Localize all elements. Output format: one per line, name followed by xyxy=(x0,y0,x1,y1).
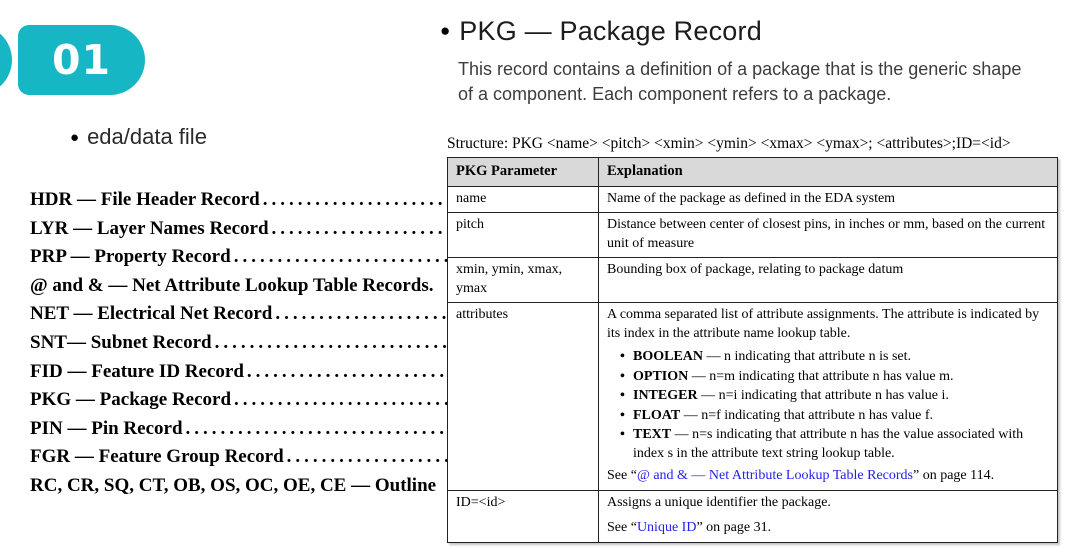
record-list-item xyxy=(30,186,449,215)
dot-leader xyxy=(215,329,449,358)
attribute-type-list xyxy=(607,348,1049,463)
param-cell: xmin, ymin, xmax, ymax xyxy=(448,258,599,303)
see-prefix: See “ xyxy=(607,468,637,483)
dot-leader xyxy=(186,415,449,444)
dot-leader xyxy=(287,443,449,472)
explanation-cell: Distance between center of closest pins, in inches or mm, based on the current unit of measure xyxy=(599,213,1058,258)
attribute-term: FLOAT xyxy=(633,407,681,423)
left-section-title-label: eda/data file xyxy=(87,124,207,149)
column-header-explanation: Explanation xyxy=(599,158,1058,187)
record-label: @ and & — Net Attribute Lookup Table Records. xyxy=(30,274,434,296)
record-label: SNT— Subnet Record xyxy=(30,331,212,353)
bullet-icon: ● xyxy=(440,21,451,40)
unique-id-link[interactable]: Unique ID xyxy=(636,520,697,535)
record-label: FGR — Feature Group Record xyxy=(30,446,284,468)
table-row xyxy=(448,258,1058,303)
record-label: FID — Feature ID Record xyxy=(30,360,244,382)
dash-separator: — xyxy=(703,349,725,364)
dot-leader xyxy=(275,300,449,329)
section-number-badge xyxy=(18,25,145,95)
attribute-type-item xyxy=(633,348,1049,367)
section-number: 01 xyxy=(51,36,112,84)
table-row xyxy=(448,213,1058,258)
table-row xyxy=(448,186,1058,213)
dot-leader xyxy=(234,386,449,415)
record-label: LYR — Layer Names Record xyxy=(30,217,269,239)
attribute-text: n indicating that attribute n is set. xyxy=(724,349,912,364)
explanation-cell xyxy=(599,490,1058,542)
record-label: RC, CR, SQ, CT, OB, OS, OC, OE, CE — Outline xyxy=(30,474,437,496)
dash-separator: — xyxy=(671,427,693,442)
dash-separator: — xyxy=(697,388,719,403)
attribute-term: TEXT xyxy=(633,427,672,442)
record-label: NET — Electrical Net Record xyxy=(30,303,273,325)
attribute-type-item xyxy=(633,387,1049,406)
record-list-item xyxy=(30,243,449,272)
explanation-cell: Name of the package as defined in the EDA system xyxy=(599,186,1058,213)
record-list-item xyxy=(30,215,449,244)
dot-leader xyxy=(272,215,449,244)
param-cell: pitch xyxy=(448,213,599,258)
attribute-term: OPTION xyxy=(633,368,689,384)
attribute-text: n=f indicating that attribute n has value f. xyxy=(701,407,934,423)
record-label: HDR — File Header Record xyxy=(30,189,260,210)
attribute-type-item xyxy=(633,368,1049,387)
see-reference xyxy=(607,467,1049,486)
table-row xyxy=(448,303,1058,491)
attribute-term: INTEGER xyxy=(633,388,698,403)
structure-syntax-line: Structure: PKG <name> <pitch> <xmin> <ymin> <xmax> <ymax>; <attributes>;ID=<id> xyxy=(447,135,1011,152)
record-list-item xyxy=(30,386,449,415)
record-list-item xyxy=(30,358,449,387)
param-cell: ID=<id> xyxy=(448,490,599,542)
see-suffix: ” on page 31. xyxy=(696,520,772,535)
dot-leader xyxy=(247,358,449,387)
attribute-text: n=s indicating that attribute n has the value associated with index s in the attribute text string lookup table. xyxy=(633,427,1024,461)
net-attribute-lookup-link[interactable]: @ and & — Net Attribute Lookup Table Records xyxy=(636,468,913,483)
see-reference xyxy=(607,519,1049,538)
bullet-icon: ● xyxy=(70,129,80,146)
param-cell: attributes xyxy=(448,303,599,491)
record-list-item xyxy=(30,472,449,501)
record-list xyxy=(30,186,449,501)
attribute-type-item xyxy=(633,426,1049,463)
left-section-title xyxy=(70,123,207,151)
column-header-param: PKG Parameter xyxy=(448,158,599,187)
table-row xyxy=(448,490,1058,542)
page-title-label: PKG — Package Record xyxy=(459,16,762,46)
record-list-item xyxy=(30,443,449,472)
attributes-intro: A comma separated list of attribute assignments. The attribute is indicated by its index in the attribute name lookup table. xyxy=(607,307,1040,341)
record-list-item xyxy=(30,415,449,444)
description-paragraph: This record contains a definition of a package that is the generic shape of a component. Each component refers to a package. xyxy=(458,59,1022,104)
record-label: PIN — Pin Record xyxy=(30,417,183,439)
record-label: PKG — Package Record xyxy=(30,389,232,411)
record-label: PRP — Property Record xyxy=(30,246,231,268)
param-cell: name xyxy=(448,186,599,213)
explanation-cell xyxy=(599,303,1058,491)
attribute-term: BOOLEAN xyxy=(633,349,704,364)
record-list-item xyxy=(30,300,449,329)
see-suffix: ” on page 114. xyxy=(913,468,995,483)
dash-separator: — xyxy=(688,368,710,384)
attribute-type-item xyxy=(633,407,1049,426)
table-header-row xyxy=(448,158,1058,187)
pkg-parameter-table xyxy=(447,157,1058,543)
dash-separator: — xyxy=(680,407,702,423)
see-prefix: See “ xyxy=(607,520,637,535)
attribute-text: n=m indicating that attribute n has value m. xyxy=(709,368,954,384)
page-title xyxy=(440,14,762,48)
explanation-cell: Bounding box of package, relating to package datum xyxy=(599,258,1058,303)
dot-leader xyxy=(263,186,449,215)
attribute-text: n=i indicating that attribute n has value i. xyxy=(718,388,949,403)
record-list-item xyxy=(30,329,449,358)
dot-leader xyxy=(234,243,449,272)
id-explanation: Assigns a unique identifier the package. xyxy=(607,494,831,510)
record-list-item xyxy=(30,272,449,301)
badge-background-shape xyxy=(0,25,12,95)
